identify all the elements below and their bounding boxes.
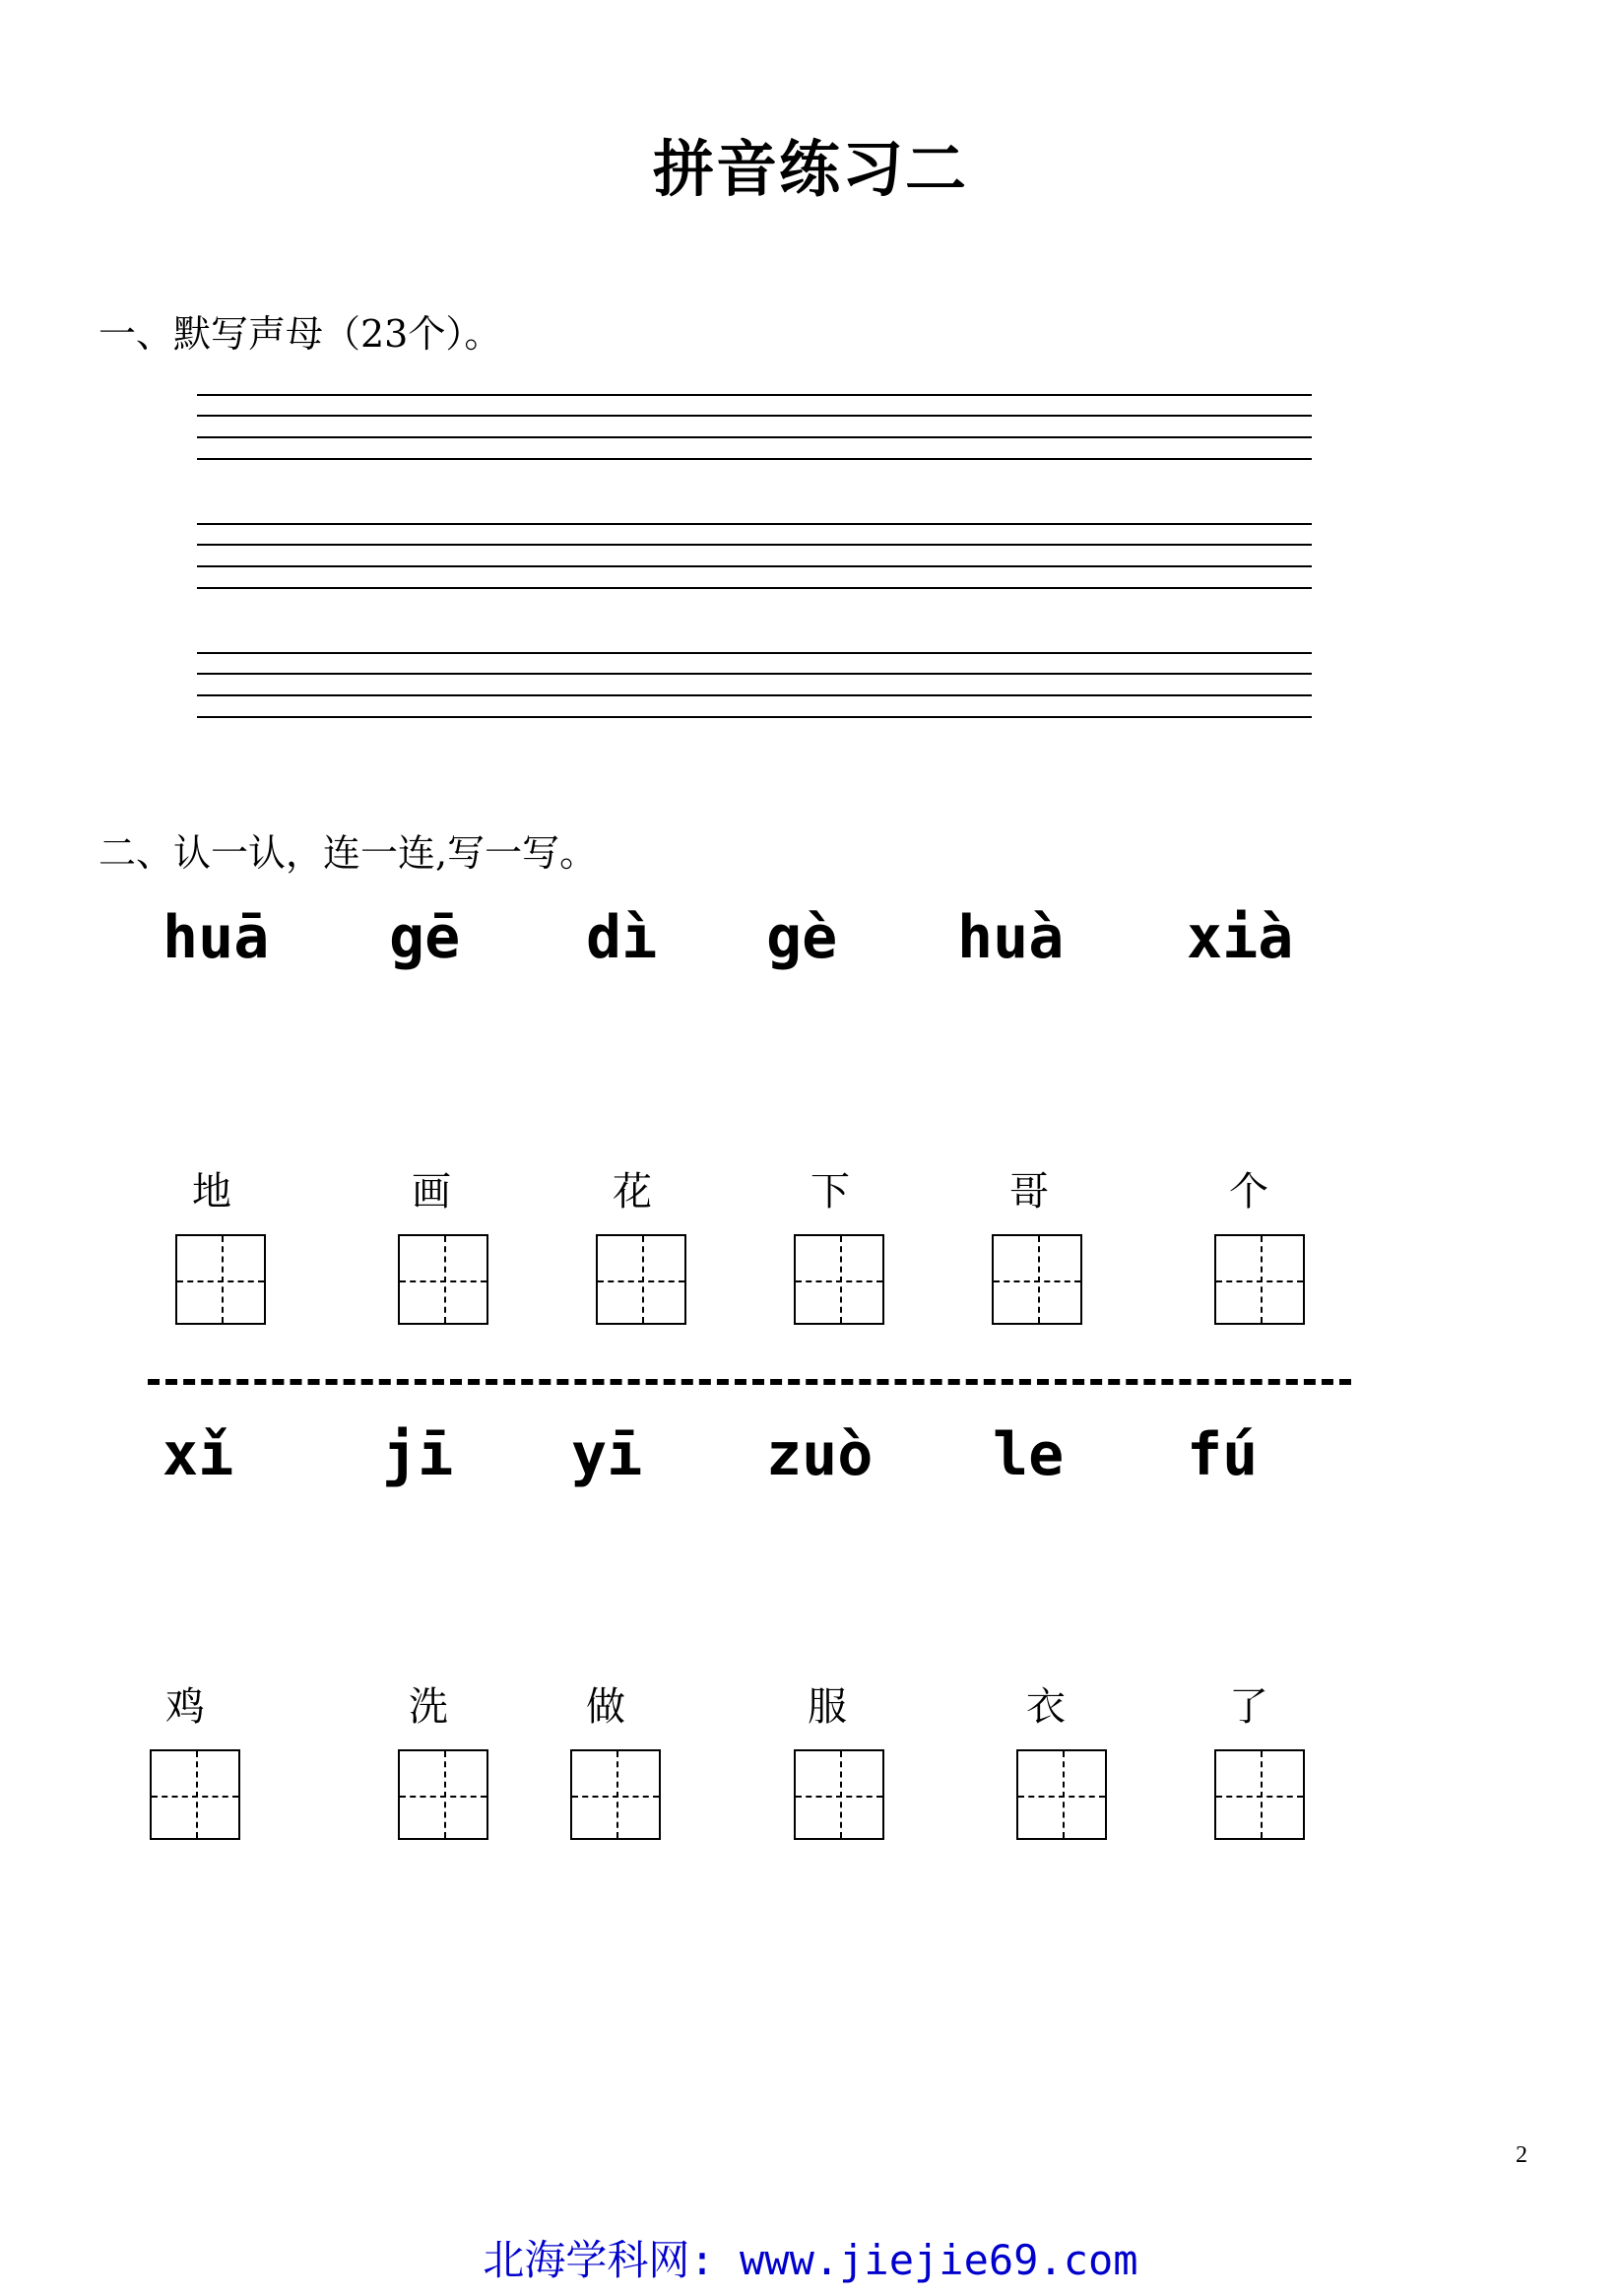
hanzi-ji: 鸡: [165, 1684, 205, 1730]
pinyin-xi3: xǐ: [162, 1420, 234, 1489]
pinyin-yi1: yī: [571, 1420, 643, 1489]
writing-staff-2[interactable]: [197, 523, 1312, 588]
tian-grid-box[interactable]: [150, 1749, 240, 1840]
tian-grid-box[interactable]: [175, 1234, 266, 1325]
hanzi-xi: 洗: [409, 1684, 448, 1730]
tian-grid-box[interactable]: [794, 1749, 884, 1840]
pinyin-di4: dì: [586, 903, 658, 972]
pinyin-zuo4: zuò: [766, 1420, 874, 1489]
tian-grid-box[interactable]: [1214, 1749, 1305, 1840]
hanzi-zuo: 做: [586, 1684, 625, 1730]
writing-staff-3[interactable]: [197, 652, 1312, 717]
tian-grid-box[interactable]: [1016, 1749, 1107, 1840]
tian-grid-box[interactable]: [570, 1749, 661, 1840]
hanzi-yi: 衣: [1026, 1684, 1066, 1730]
writing-staff-1[interactable]: [197, 394, 1312, 459]
tian-grid-box[interactable]: [794, 1234, 884, 1325]
pinyin-hua4: huà: [957, 903, 1065, 972]
pinyin-ge1: gē: [389, 903, 461, 972]
hanzi-le: 了: [1229, 1684, 1268, 1730]
tian-grid-box[interactable]: [1214, 1234, 1305, 1325]
section-2-heading: 二、认一认，连一连,写一写。: [98, 831, 598, 875]
dashed-divider: [148, 1379, 1351, 1385]
pinyin-ge4: gè: [766, 903, 838, 972]
hanzi-fu: 服: [808, 1684, 847, 1730]
pinyin-le: le: [993, 1420, 1065, 1489]
tian-grid-box[interactable]: [992, 1234, 1082, 1325]
page-title: 拼音练习二: [652, 133, 968, 205]
tian-grid-box[interactable]: [596, 1234, 686, 1325]
pinyin-hua1: huā: [162, 903, 270, 972]
hanzi-xia: 下: [810, 1169, 850, 1214]
tian-grid-box[interactable]: [398, 1234, 488, 1325]
hanzi-ge-measure: 个: [1229, 1169, 1268, 1214]
hanzi-ge-brother: 哥: [1009, 1169, 1049, 1214]
footer-link[interactable]: 北海学科网: www.jiejie69.com: [483, 2236, 1138, 2284]
tian-grid-box[interactable]: [398, 1749, 488, 1840]
pinyin-fu2: fú: [1187, 1420, 1259, 1489]
pinyin-ji1: jī: [382, 1420, 454, 1489]
page-number: 2: [1516, 2142, 1527, 2168]
hanzi-di: 地: [192, 1169, 231, 1214]
pinyin-xia4: xià: [1187, 903, 1294, 972]
section-1-heading: 一、默写声母（23个）。: [98, 312, 502, 356]
hanzi-hua-draw: 画: [412, 1169, 451, 1214]
hanzi-hua-flower: 花: [613, 1169, 652, 1214]
